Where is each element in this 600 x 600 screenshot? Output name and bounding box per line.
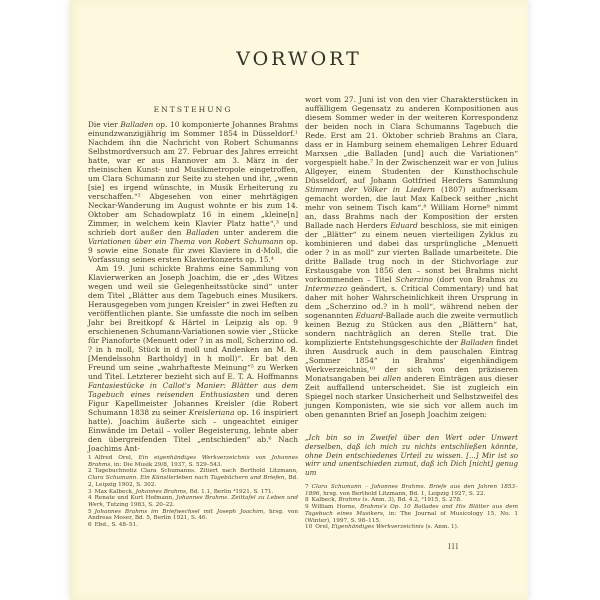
footnote: 9 William Horne, Brahms's Op. 10 Ballades and His Blätter aus dem Tagebuch eines Musikers, in: The Journal of Musicology 15, No. 1 (Winter), 1997, S. 98–115. (305, 504, 518, 524)
footnote-number: 9 (305, 504, 309, 511)
left-column-body (88, 120, 298, 453)
right-column-body (305, 95, 518, 419)
footnote: 8 Kalbeck, Brahms (s. Anm. 3), Bd. 4.2, ²1915, S. 278. (305, 497, 462, 504)
footnote-number: 7 (305, 484, 309, 490)
footnote: 7 Clara Schumann – Johannes Brahms. Briefe aus den Jahren 1853–1896, hrsg. von Berthold Litzmann, Bd. 1, Leipzig 1927, S. 22. (305, 484, 518, 497)
page-title: VORWORT (236, 48, 362, 70)
right-column-footnotes (305, 484, 518, 531)
section-heading: ENTSTEHUNG (153, 105, 233, 114)
footnote-number: 2 (88, 468, 92, 475)
footnote: 2 Tagebuchnotiz Clara Schumanns. Zitiert nach Berthold Litzmann, Clara Schumann. Ein Künstlerleben nach Tagebüchern und Briefen, Bd. 2, Leipzig 1902, S. 302. (88, 468, 299, 488)
footnote: 1 Alfred Orel, Ein eigenhändiges Werkverzeichnis von Johannes Brahms, in: Die Musik 29/8, 1937, S. 529–543. (88, 455, 299, 468)
footnote-number: 4 (88, 495, 92, 502)
left-column-footnotes (88, 455, 298, 529)
page-number: III (448, 543, 460, 551)
footnote-number: 3 (88, 488, 92, 495)
footnote-number: 8 (305, 497, 309, 504)
block-quote: „Ich bin so in Zweifel über den Wert oder Unwert derselben, daß ich mich zu nichts entschließen könnte, ohne Dein entschiedenes Urteil zu wissen. [...] Mir ist so wirr und unentschieden zumut, daß ich Dich [nicht] genug um (305, 433, 518, 478)
paragraph: wort vom 27. Juni ist von den vier Charakterstücken in auffälligem Gegensatz zu anderen Kompositionen aus diesem Sommer weder in der weiteren Korrespondenz der beiden noch in Clara Schumanns Tagebuch die Rede. Erst am 21. Oktober schrieb Brahms an Clara, dass er in Hamburg seinem ehemaligen Lehrer Eduard Marxsen „die Balladen [und] auch die Variationen“ vorgespielt habe.⁷ In der Zwischenzeit war er von Julius Allgeyer, einem Studenten der Kunsthochschule Düsseldorf, auf Johann Gottfried Herders Sammlung Stimmen der Völker in Liedern (1807) aufmerksam gemacht worden, die laut Max Kalbeck seither „nicht mehr von seinem Tisch kam“.⁸ William Horne⁹ nimmt an, dass Brahms nach der Komposition der ersten Ballade nach Herders Eduard beschloss, sie mit einigen der „Blätter“ zu einem neuen vierteiligen Zyklus zu kombinieren und dabei das ursprüngliche „Menuett oder ? in as moll“ zur vierten Ballade umarbeitete. Die dritte Ballade trug noch in der Stichvorlage zur Erstausgabe von 1856 den – sonst bei Brahms nicht vorkommenden – Titel Scherzino (dort von Brahms zu Intermezzo geändert, s. Critical Commentary) und hat daher mit hoher Wahrscheinlichkeit ihren Ursprung in dem „Scherzino od.? in h moll“, während neben der sogenannten Eduard-Ballade auch die zweite vermutlich keinen Bezug zu Stücken aus den „Blättern“ hat, sondern nachträglich an deren Stelle trat. Die komplizierte Entstehungsgeschichte der Balladen findet ihren Ausdruck auch in dem pauschalen Eintrag „Sommer 1854“ in Brahms' eigenhändigem Werkverzeichnis,¹⁰ der sich von den präziseren Monatsangaben bei allen anderen Einträgen aus dieser Zeit auffallend unterscheidet. Sie ist zugleich ein Spiegel noch starker Unsicherheit und Selbstzweifel des jungen Komponisten, wie sie sich vor allem auch im oben genannten Brief an Joseph Joachim zeigen: (305, 95, 518, 419)
paragraph: Am 19. Juni schickte Brahms eine Sammlung von Klavierwerken an Joseph Joachim, die er „des Witzes wegen und weil sie Gelegenheitsstücke sind“ unter dem Titel „Blätter aus dem Tagebuch eines Musikers. Herausgegeben vom jungen Kreisler“ in zwei Heften zu veröffentlichen plante. Sie umfasste die noch im selben Jahr bei Breitkopf & Härtel in Leipzig als op. 9 erschienenen Schumann-Variationen sowie vier „Stücke für Pianoforte (Menuett oder ? in as moll, Scherzino od. ? in h moll, Stück in d moll und Andenken an M. B. [Mendelssohn Bartholdy] in h moll)“. Er bat den Freund um seine „wahrhafteste Meinung“⁵ zu Werken und Titel. Letzterer bezieht sich auf E. T. A. Hoffmanns Fantasiestücke in Callot's Manier: Blätter aus dem Tagebuch eines reisenden Enthusiasten und deren Figur Kapellmeister Johannes Kreisler (die Robert Schumann 1838 zu seiner Kreisleriana op. 16 inspiriert hatte). Joachim äußerte sich – ungeachtet einiger Einwände im Detail – voller Begeisterung, lehnte aber den übergreifenden Titel „entschieden“ ab.⁶ Nach Joachims Ant- (88, 264, 298, 453)
footnote: 6 Ebd., S. 48–51. (88, 522, 138, 529)
paragraph: Die vier Balladen op. 10 komponierte Johannes Brahms einundzwanzigjährig im Sommer 1854 in Düsseldorf.¹ Nachdem ihn die Nachricht von Robert Schumanns Selbstmordversuch am 27. Februar des Jahres erreicht hatte, war er aus Hannover am 3. März in der rheinischen Kunst- und Musikmetropole eingetroffen, um Clara Schumann zur Seite zu stehen und ihr, „wenn [sie] es irgend wünschte, in Musik Erheiterung zu verschaffen.“² Abgesehen von einer mehrtägigen Neckar-Wanderung im August wohnte er bis zum 14. Oktober am Schadowplatz 16 in einem „kleine[n] Zimmer, in welchem kein Klavier Platz hatte“,³ und schrieb dort außer den Balladen unter anderem die Variationen über ein Thema von Robert Schumann op. 9 sowie eine Sonate für zwei Klaviere in d-Moll, die Vorfassung seines ersten Klavierkonzerts op. 15.⁴ (88, 120, 298, 264)
footnote: 4 Renate und Kurt Hofmann, Johannes Brahms. Zeittafel zu Leben und Werk, Tutzing 1983, S. 20–22. (88, 495, 298, 508)
footnote-number: 6 (88, 522, 92, 529)
right-column (305, 0, 518, 600)
left-column (88, 0, 298, 600)
footnote-number: 1 (88, 455, 92, 461)
footnote-number: 5 (88, 508, 92, 515)
footnote: 10 Orel, Eigenhändiges Werkverzeichnis (s. Anm. 1). (305, 524, 459, 531)
footnote: 5 Johannes Brahms im Briefwechsel mit Joseph Joachim, hrsg. von Andreas Moser, Bd. 5, Berlin 1921, S. 46. (88, 508, 298, 522)
footnote-number: 10 (305, 524, 313, 531)
footnote: 3 Max Kalbeck, Johannes Brahms, Bd. 1.1, Berlin ⁴1921, S. 171. (88, 488, 274, 495)
book-page (70, 0, 528, 600)
